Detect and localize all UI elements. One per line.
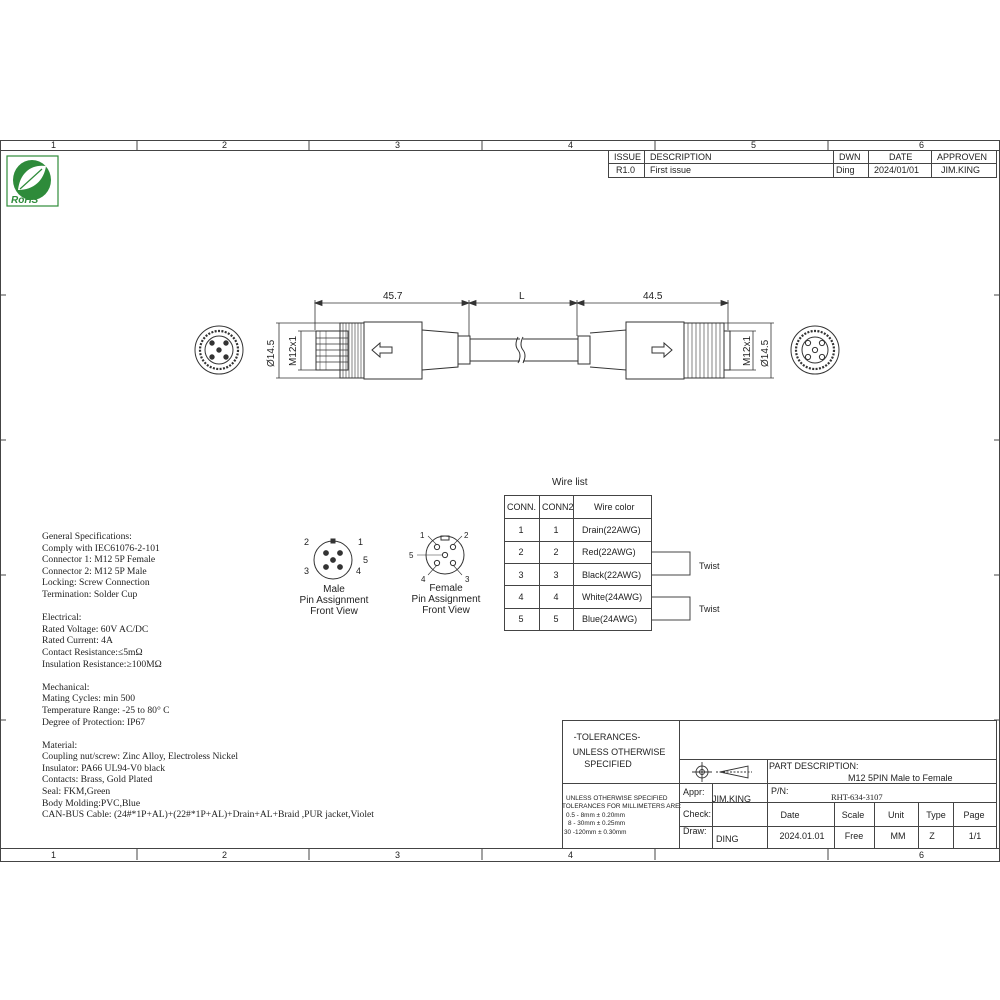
female-pin-5: 5 (409, 551, 414, 560)
check-label: Check: (683, 809, 712, 819)
spec-line: Mating Cycles: min 500 (42, 693, 136, 705)
col-label-4: 4 (568, 140, 574, 150)
rev-issue: R1.0 (616, 165, 636, 175)
wire-row-3-conn: 3 (518, 570, 524, 580)
col-label-5: 5 (751, 140, 757, 150)
right-arrow-icon (652, 343, 672, 357)
twist-label-1: Twist (699, 561, 720, 571)
male-pin-1: 1 (358, 537, 364, 547)
tolerance-note-4: 8 - 30mm ± 0.25mm (568, 820, 626, 827)
info-value-scale: Free (844, 831, 864, 841)
spec-line: Coupling nut/screw: Zinc Alloy, Electroless Nickel (42, 751, 239, 763)
wire-row-1-color: Drain(22AWG) (582, 525, 641, 535)
female-pin-2: 2 (464, 531, 469, 540)
spec-line: Rated Voltage: 60V AC/DC (42, 623, 149, 635)
female-pin-3: 3 (465, 575, 470, 584)
male-label-line-2: Pin Assignment (299, 595, 369, 606)
female-label-line-1: Female (429, 583, 463, 594)
spec-line: Temperature Range: -25 to 80° C (42, 704, 170, 716)
spec-line: Contacts: Brass, Gold Plated (42, 774, 153, 786)
wire-header-color: Wire color (594, 502, 635, 512)
spec-line: Insulator: PA66 UL94-V0 black (42, 762, 166, 774)
col-label-6: 6 (919, 140, 925, 150)
dim-right-thread: M12x1 (742, 335, 753, 366)
spec-line: Degree of Protection: IP67 (42, 716, 146, 728)
twist-label-2: Twist (699, 604, 720, 614)
tolerance-note-1: UNLESS OTHERWISE SPECIFIED (566, 795, 668, 802)
pn-label: P/N: (771, 786, 789, 796)
info-value-page: 1/1 (968, 831, 982, 841)
spec-line: Material: (42, 739, 78, 751)
male-label-line-1: Male (323, 584, 345, 595)
info-header-scale: Scale (841, 810, 865, 820)
part-description-label: PART DESCRIPTION: (769, 761, 859, 771)
dim-right-diameter: Ø14.5 (760, 339, 771, 367)
specifications-notes (42, 531, 374, 821)
appr-value: JIM.KING (712, 794, 752, 804)
spec-line: Electrical: (42, 612, 82, 624)
part-description-value: M12 5PIN Male to Female (848, 773, 953, 783)
wire-row-1-conn: 1 (518, 525, 524, 535)
wire-row-1-conn2: 1 (553, 525, 559, 535)
wire-row-2-conn2: 2 (553, 547, 559, 557)
tolerances-title-line-3: SPECIFIED (584, 759, 632, 769)
spec-line: Termination: Solder Cup (42, 588, 138, 600)
spec-line: Insulation Resistance:≥100MΩ (42, 658, 162, 670)
info-value-type: Z (929, 831, 935, 841)
tolerances-title-line-1: -TOLERANCES- (573, 732, 641, 742)
info-value-date: 2024.01.01 (779, 831, 825, 841)
wire-row-5-conn2: 5 (553, 614, 559, 624)
material-specs (42, 740, 374, 821)
male-pin-2: 2 (304, 537, 310, 547)
tolerance-note-2: TOLERANCES FOR MILLIMETERS ARE: (562, 803, 682, 810)
spec-line: Contact Resistance:≤5mΩ (42, 646, 143, 658)
spec-line: Comply with IEC61076-2-101 (42, 542, 160, 554)
wire-row-3-color: Black(22AWG) (582, 570, 642, 580)
dim-right-length: 44.5 (643, 291, 663, 302)
col-label-3: 3 (395, 140, 401, 150)
wire-row-5-conn: 5 (518, 614, 524, 624)
right-face-view (791, 326, 839, 374)
spec-line: Connector 2: M12 5P Male (42, 565, 147, 577)
wire-row-5-color: Blue(24AWG) (582, 614, 638, 624)
pn-value: RHT-634-3107 (831, 792, 883, 802)
wire-row-4-conn2: 4 (553, 592, 559, 602)
draw-value: DING (716, 834, 739, 844)
dim-left-thread: M12x1 (288, 335, 299, 366)
dim-cable-length: L (519, 291, 525, 302)
col-label-bottom-4: 4 (568, 850, 574, 860)
wire-row-4-color: White(24AWG) (582, 592, 643, 602)
wire-list-title: Wire list (552, 477, 588, 488)
male-pin-4: 4 (356, 566, 362, 576)
rohs-logo (7, 156, 58, 206)
electrical-specs (42, 612, 374, 670)
female-pin-diagram (417, 536, 464, 575)
wire-header-conn2: CONN2 (542, 502, 574, 512)
rev-header-description: DESCRIPTION (650, 152, 712, 162)
wire-row-3-conn2: 3 (553, 570, 559, 580)
spec-line: CAN-BUS Cable: (24#*1P+AL)+(22#*1P+AL)+Drain+AL+Braid ,PUR jacket,Violet (42, 809, 374, 821)
col-label-bottom-1: 1 (51, 850, 57, 860)
rev-header-approven: APPROVEN (937, 152, 988, 162)
female-pin-4: 4 (421, 575, 426, 584)
tolerance-note-5: 30 -120mm ± 0.30mm (564, 829, 627, 836)
wire-header-conn: CONN. (507, 502, 536, 512)
general-specs (42, 531, 374, 601)
wire-row-2-color: Red(22AWG) (582, 547, 636, 557)
col-label-bottom-3: 3 (395, 850, 401, 860)
rev-date: 2024/01/01 (874, 165, 920, 175)
tolerances-title-line-2: UNLESS OTHERWISE (572, 747, 666, 757)
dim-left-diameter: Ø14.5 (266, 339, 277, 367)
wire-row-4-conn: 4 (518, 592, 524, 602)
spec-line: Connector 1: M12 5P Female (42, 554, 156, 566)
spec-line: Mechanical: (42, 681, 90, 693)
rev-description: First issue (650, 165, 692, 175)
spec-line: Locking: Screw Connection (42, 577, 150, 589)
male-pin-5: 5 (363, 555, 369, 565)
dim-left-length: 45.7 (383, 291, 403, 302)
left-arrow-icon (372, 343, 392, 357)
left-face-view (195, 326, 243, 374)
female-pin-1: 1 (420, 531, 425, 540)
info-header-unit: Unit (887, 810, 905, 820)
mechanical-specs (42, 682, 374, 728)
female-label-line-3: Front View (422, 605, 470, 616)
rev-dwn: Ding (836, 165, 855, 175)
col-label-2: 2 (222, 140, 228, 150)
spec-line: Rated Current: 4A (42, 635, 113, 647)
rohs-text: RoHS (11, 195, 39, 206)
cable-assembly (316, 322, 730, 379)
draw-label: Draw: (683, 826, 707, 836)
info-header-type: Type (926, 810, 946, 820)
rev-approven: JIM.KING (941, 165, 981, 175)
col-label-bottom-2: 2 (222, 850, 228, 860)
appr-label: Appr: (683, 787, 705, 797)
col-label-1: 1 (51, 140, 57, 150)
wire-row-2-conn: 2 (518, 547, 524, 557)
info-header-page: Page (963, 810, 985, 820)
col-label-bottom-6: 6 (919, 850, 925, 860)
wire-list-table (504, 495, 690, 631)
rev-header-issue: ISSUE (614, 152, 642, 162)
spec-line: General Specifications: (42, 531, 132, 542)
projection-symbol-icon (692, 762, 752, 782)
female-label-line-2: Pin Assignment (411, 594, 481, 605)
info-header-date: Date (780, 810, 800, 820)
tolerance-note-3: 0.5 - 8mm ± 0.20mm (566, 812, 625, 819)
info-value-unit: MM (890, 831, 906, 841)
rev-header-dwn: DWN (839, 152, 861, 162)
rev-header-date: DATE (889, 152, 913, 162)
spec-line: Body Molding:PVC,Blue (42, 797, 141, 809)
male-label-line-3: Front View (310, 606, 358, 617)
spec-line: Seal: FKM,Green (42, 786, 111, 798)
male-pin-3: 3 (304, 566, 310, 576)
